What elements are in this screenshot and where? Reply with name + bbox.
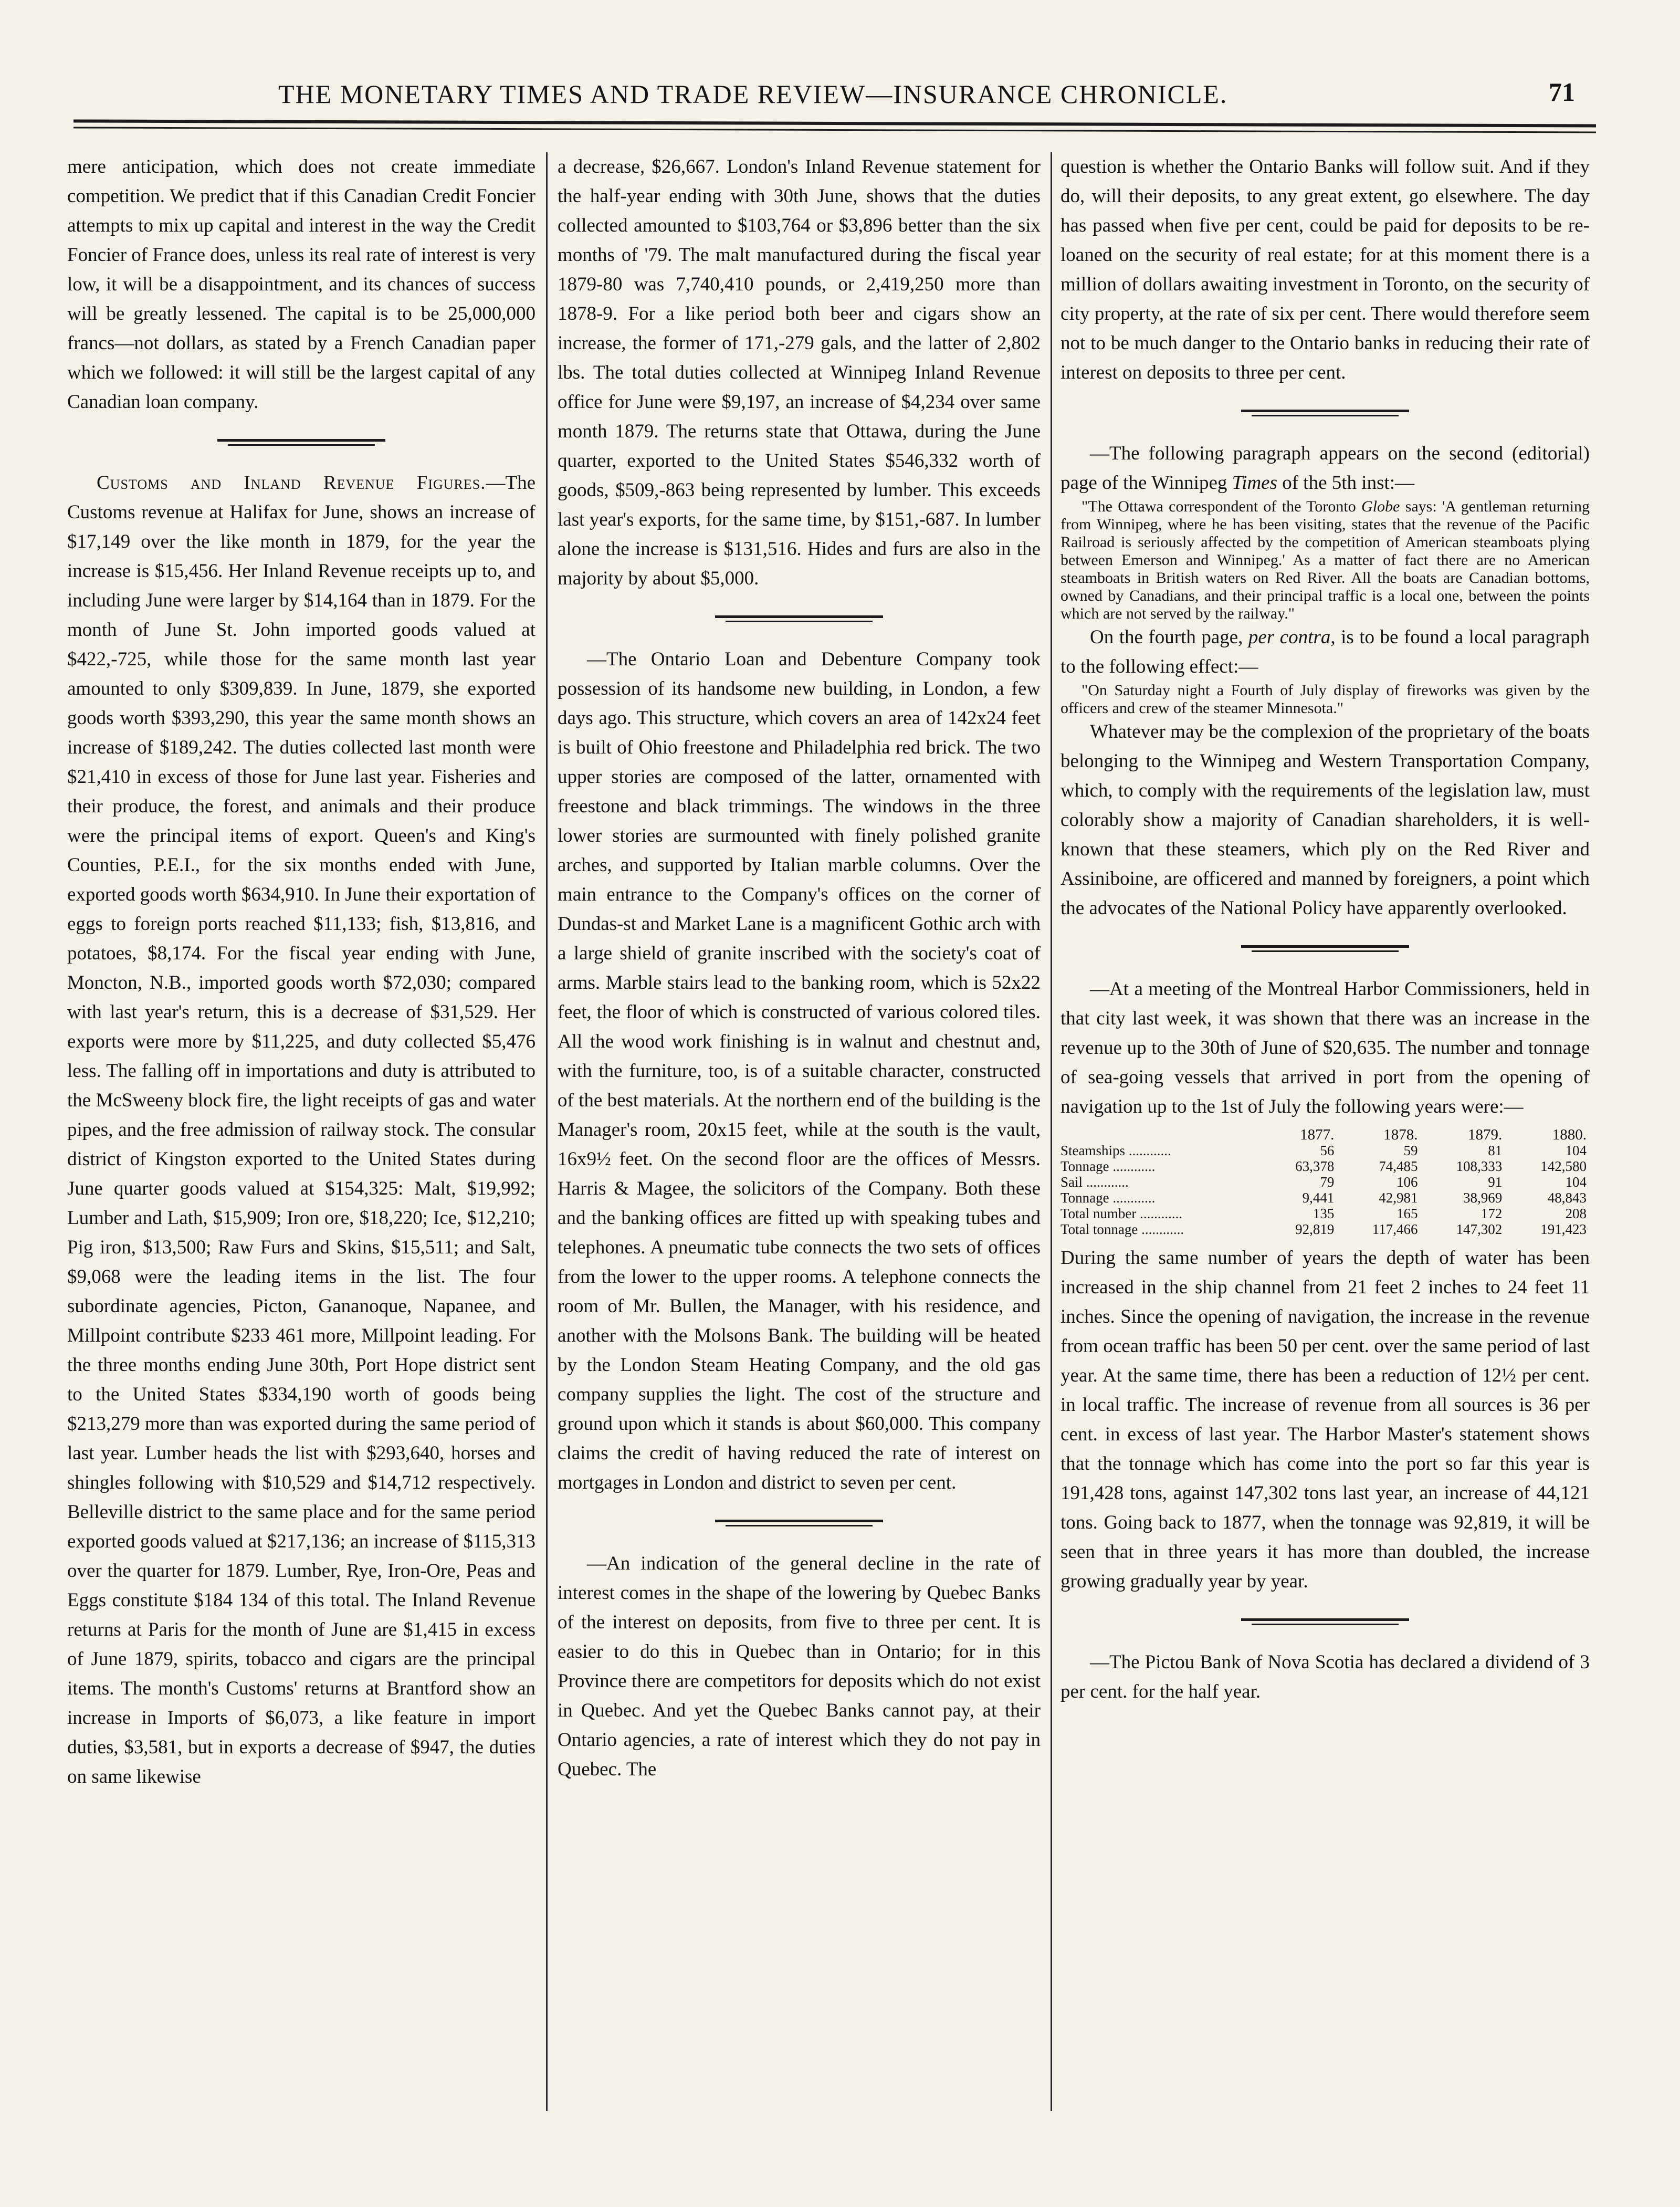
row-label: Sail ..... [1060,1174,1264,1190]
article-customs-revenue [67,468,536,1792]
section-divider [1241,943,1409,955]
table-header-year: 1880. [1552,1126,1587,1143]
section-divider [715,1518,883,1529]
article-montreal-harbor: —At a meeting of the Montreal Harbor Commissioners, held in that city last week, it was shown that there was an increase in the revenue up to the 30th of June of $20,635. The number and tonnage of sea-going vessels that arrived in port from the opening of navigation up to the 1st of July the following years were:— [1060,978,1590,1117]
article-credit-foncier: mere anticipation, which does not create immediate competition. We predict that if this Canadian Credit Foncier attempts to mix up capital and interest in the way the Credit Foncier of France does, unless its real rate of interest is very low, it will be a disappointment, and its chances of success will be greatly lessened. The capital is to be 25,000,000 francs—not dollars, as stated by a French Canadian paper which we followed: it will still be the largest capital of any Canadian loan company. [67,156,536,413]
paragraph-fourth-page [1060,623,1590,682]
quote1-end: says: 'A gentleman returning from Winnipeg, where he has been visiting, states that the revenue of the Pacific Railroad is seriously affected by the competition of American steamboats plying between Emerson and Winnipeg.' As a matter of fact there are no American steamboats in British waters on Red River. All the boats are Canadian bottoms, owned by Canadians, and their principal traffic is a local one, between the points which are not served by the railway." [1060,498,1590,622]
row-label: Tonnage ..... [1060,1158,1264,1174]
column-left [67,152,536,2106]
table-cell: 59 [1403,1143,1418,1158]
table-cell: 172 [1480,1206,1503,1221]
table-cell: 91 [1488,1174,1503,1190]
customs-body: —The Customs revenue at Halifax for June, shows an increase of $17,149 over the like month in 1879, for the year the increase is $15,456. Her Inland Revenue receipts up to, and including June were larger by $14,164 than in 1879. For the month of June St. John imported goods valued at $422,-725, while those for the same month last year amounted to only $309,839. In June, 1879, she exported goods worth $393,290, this year the same month shows an increase of $189,242. The duties collected last month were $21,410 in excess of those for June last year. Fisheries and their produce, the forest, and animals and their produce were the principal items of export. Queen's and King's Counties, P.E.I., for the six months ended with June, exported goods worth $634,910. In June their exportation of eggs to foreign ports reached $11,133; fish, $13,816, and potatoes, $8,174. For the fiscal year ending with June, Moncton, N.B., imported goods worth $72,030; compared with last year's return, this is a decrease of $31,529. Her exports were more by $11,225, and duty collected $5,476 less. The falling off in importations and duty is attributed to the McSweeny block fire, the light receipts of gas and water pipes, and the free admission of railway stock. The consular district of Kingston exported to the United States during June quarter goods valued at $154,325: Malt, $19,992; Lumber and Lath, $15,909; Iron ore, $18,220; Ice, $12,210; Pig iron, $13,500; Raw Furs and Skins, $15,511; and Salt, $9,068 were the leading items in the list. The four subordinate agencies, Picton, Gananoque, Napanee, and Millpoint contribute $233 461 more, Millpoint leading. For the three months ending June 30th, Port Hope district sent to the United States $334,190 worth of goods being $213,279 more than was exported during the same period of last year. Lumber heads the list with $293,640, horses and shingles following with $10,529 and $14,712 respectively. Belleville district to the same place and for the same period exported goods valued at $217,136; an increase of $115,313 over the quarter for 1879. Lumber, Rye, Iron-Ore, Peas and Eggs constitute $184 134 of this total. The Inland Revenue returns at Paris for the month of June are $1,415 in excess of June 1879, spirits, tobacco and cigars are the principal items. The month's Customs' returns at Brantford show an increase in Imports of $6,073, a like feature in import duties, $3,581, but in exports a decrease of $947, the duties on same likewise [67,472,536,1787]
table-header-year: 1878. [1383,1126,1418,1143]
row-label: Total number ..... [1060,1206,1264,1221]
table-cell: 104 [1565,1143,1587,1158]
table-row [1060,1221,1590,1237]
header-rule-thin [74,127,1596,133]
table-cell: 142,580 [1540,1158,1587,1174]
table-cell: 56 [1320,1143,1335,1158]
quote-ottawa-correspondent [1060,498,1590,623]
table-row [1060,1206,1590,1221]
section-divider [1241,407,1409,419]
running-head [105,79,1575,116]
row-label: Tonnage ..... [1060,1190,1264,1206]
quote1-start: "The Ottawa correspondent of the Toronto [1082,498,1362,515]
table-cell: 9,441 [1302,1190,1335,1206]
paragraph-transportation-company: Whatever may be the complexion of the proprietary of the boats belonging to the Winnipeg and Western Transportation Company, which, to comply with the requirements of the legislation law, must colorably show a majority of Canadian shareholders, it is well-known that these steamers, which ply on the Red River and Assiniboine, are officered and manned by foreigners, a point which the advocates of the National Policy have apparently overlooked. [1060,721,1590,919]
table-cell: 108,333 [1456,1158,1503,1174]
column-divider-right [1051,152,1052,2111]
header-rule-thick [74,119,1596,127]
article-pictou-bank: —The Pictou Bank of Nova Scotia has declared a dividend of 3 per cent. for the half year. [1060,1651,1590,1702]
table-row [1060,1143,1590,1158]
column-middle [558,152,1041,2106]
table-cell: 208 [1565,1206,1587,1221]
table-cell: 92,819 [1295,1221,1335,1237]
section-divider [1241,1616,1409,1628]
table-header-year: 1879. [1467,1126,1503,1143]
globe-title: Globe [1361,498,1400,515]
table-row [1060,1158,1590,1174]
running-title: THE MONETARY TIMES AND TRADE REVIEW—INSURANCE CHRONICLE. [278,79,1228,109]
article-ontario-banks: question is whether the Ontario Banks will follow suit. And if they do, will their deposits, to any great extent, go elsewhere. The day has passed when five per cent, could be paid for deposits to be re-loaned on the security of real estate; for at this moment there is a million of dollars awaiting investment in Toronto, on the security of city property, at the rate of six per cent. There would therefore seem not to be much danger to the Ontario banks in reducing their rate of interest on deposits to three per cent. [1060,156,1590,383]
table-cell: 81 [1488,1143,1503,1158]
table-cell: 79 [1320,1174,1335,1190]
table-cell: 48,843 [1547,1190,1587,1206]
table-cell: 104 [1565,1174,1587,1190]
table-header-year: 1877. [1300,1126,1335,1143]
table-cell: 63,378 [1295,1158,1335,1174]
quote-fireworks: "On Saturday night a Fourth of July display of fireworks was given by the officers and crew of the steamer Minnesota." [1060,682,1590,717]
table-cell: 74,485 [1379,1158,1418,1174]
column-divider-left [546,152,548,2111]
paragraph-ship-channel: During the same number of years the depth of water has been increased in the ship channel from 21 feet 2 inches to 24 feet 11 inches. Since the opening of navigation, the increase in the revenue from ocean traffic has been 50 per cent. over the same period of last year. At the same time, there has been a reduction of 12½ per cent. in local traffic. The increase of revenue from all sources is 36 per cent. in excess of last year. The Harbor Master's statement shows that the tonnage which has come into the port so far this year is 191,428 tons, against 147,302 tons last year, an increase of 44,121 tons. Going back to 1877, when the tonnage was 92,819, it will be seen that in three years it has more than doubled, the increase growing gradually year by year. [1060,1247,1590,1592]
table-cell: 38,969 [1463,1190,1503,1206]
row-label: Steamships ..... [1060,1143,1264,1158]
table-header-blank [1060,1127,1264,1143]
page-number: 71 [1549,77,1575,107]
customs-heading: Customs and Inland Revenue Figures. [97,472,486,494]
table-row [1060,1190,1590,1206]
table-row [1060,1174,1590,1190]
section-divider [715,613,883,625]
article-ontario-loan: —The Ontario Loan and Debenture Company took possession of its handsome new building, in London, a few days ago. This structure, which covers an area of 142x24 feet is built of Ohio freestone and Philadelphia red brick. The two upper stories are composed of the latter, ornamented with freestone and black trimmings. The windows in the three lower stories are surmounted with finely polished granite arches, and supported by Italian marble columns. Over the main entrance to the Company's offices on the corner of Dundas-st and Market Lane is a magnificent Gothic arch with a large shield of granite inscribed with the society's coat of arms. Marble stairs lead to the banking room, which is 52x22 feet, the floor of which is constructed of various colored tiles. All the wood work finishing is in walnut and chestnut and, with the furniture, too, is of a suitable character, constructed of the best materials. At the northern end of the building is the Manager's room, 20x15 feet, while at the south is the vault, 16x9½ feet. On the second floor are the offices of Messrs. Harris & Magee, the solicitors of the Company. Both these and the banking offices are fitted up with speaking tubes and telephones. A pneumatic tube connects the two sets of offices from the lower to the upper rooms. A telephone connects the room of Mr. Bullen, the Manager, with his residence, and another with the Molsons Bank. The building will be heated by the London Steam Heating Company, and the old gas company supplies the light. The cost of the structure and ground upon which it stands is about $60,000. This company claims the credit of having reduced the rate of interest on mortgages in London and district to seven per cent. [558,648,1041,1493]
article-winnipeg-times [1060,439,1590,498]
column-right [1060,152,1590,2106]
table-cell: 117,466 [1372,1221,1418,1237]
fourth-start: On the fourth page, [1090,626,1248,648]
winnipeg-intro-start: —The following paragraph appears on the second (editorial) page of the Winnipeg [1060,443,1590,494]
winnipeg-times-title: Times [1232,472,1277,494]
per-contra: per contra [1248,626,1331,648]
fourth-end: , is to be found a local paragraph to the following effect:— [1060,626,1590,677]
table-header-row [1060,1127,1590,1143]
table-cell: 191,423 [1540,1221,1587,1237]
article-london-revenue: a decrease, $26,667. London's Inland Revenue statement for the half-year ending with 30th June, shows that the duties collected amounted to $103,764 or $3,896 better than the six months of '79. The malt manufactured during the fiscal year 1879-80 was 7,740,410 pounds, or 2,419,250 more than 1878-9. For a like period both beer and cigars show an increase, the former of 171,-279 gals, and the latter of 2,802 lbs. The total duties collected at Winnipeg Inland Revenue office for June were $9,197, an increase of $4,234 over same month 1879. The returns state that Ottawa, during the June quarter, exported to the United States $546,332 worth of goods, $509,-863 being represented by lumber. This exceeds last year's exports, for the same time, by $151,-687. In lumber alone the increase is $131,516. Hides and furs are also in the majority by about $5,000. [558,156,1041,589]
article-quebec-banks: —An indication of the general decline in the rate of interest comes in the shape of the lowering by Quebec Banks of the interest on deposits, from five to three per cent. It is easier to do this in Quebec than in Ontario; for in this Province there are competitors for deposits which do not exist in Quebec. And yet the Quebec Banks cannot pay, at their Ontario agencies, a rate of interest which they do not pay in Quebec. The [558,1553,1041,1780]
table-cell: 106 [1396,1174,1418,1190]
table-cell: 42,981 [1379,1190,1418,1206]
table-cell: 147,302 [1456,1221,1503,1237]
vessel-tonnage-table [1060,1127,1590,1237]
row-label: Total tonnage ..... [1060,1221,1264,1237]
table-cell: 165 [1396,1206,1418,1221]
table-cell: 135 [1312,1206,1335,1221]
winnipeg-intro-end: of the 5th inst:— [1277,472,1415,494]
section-divider [217,437,385,448]
